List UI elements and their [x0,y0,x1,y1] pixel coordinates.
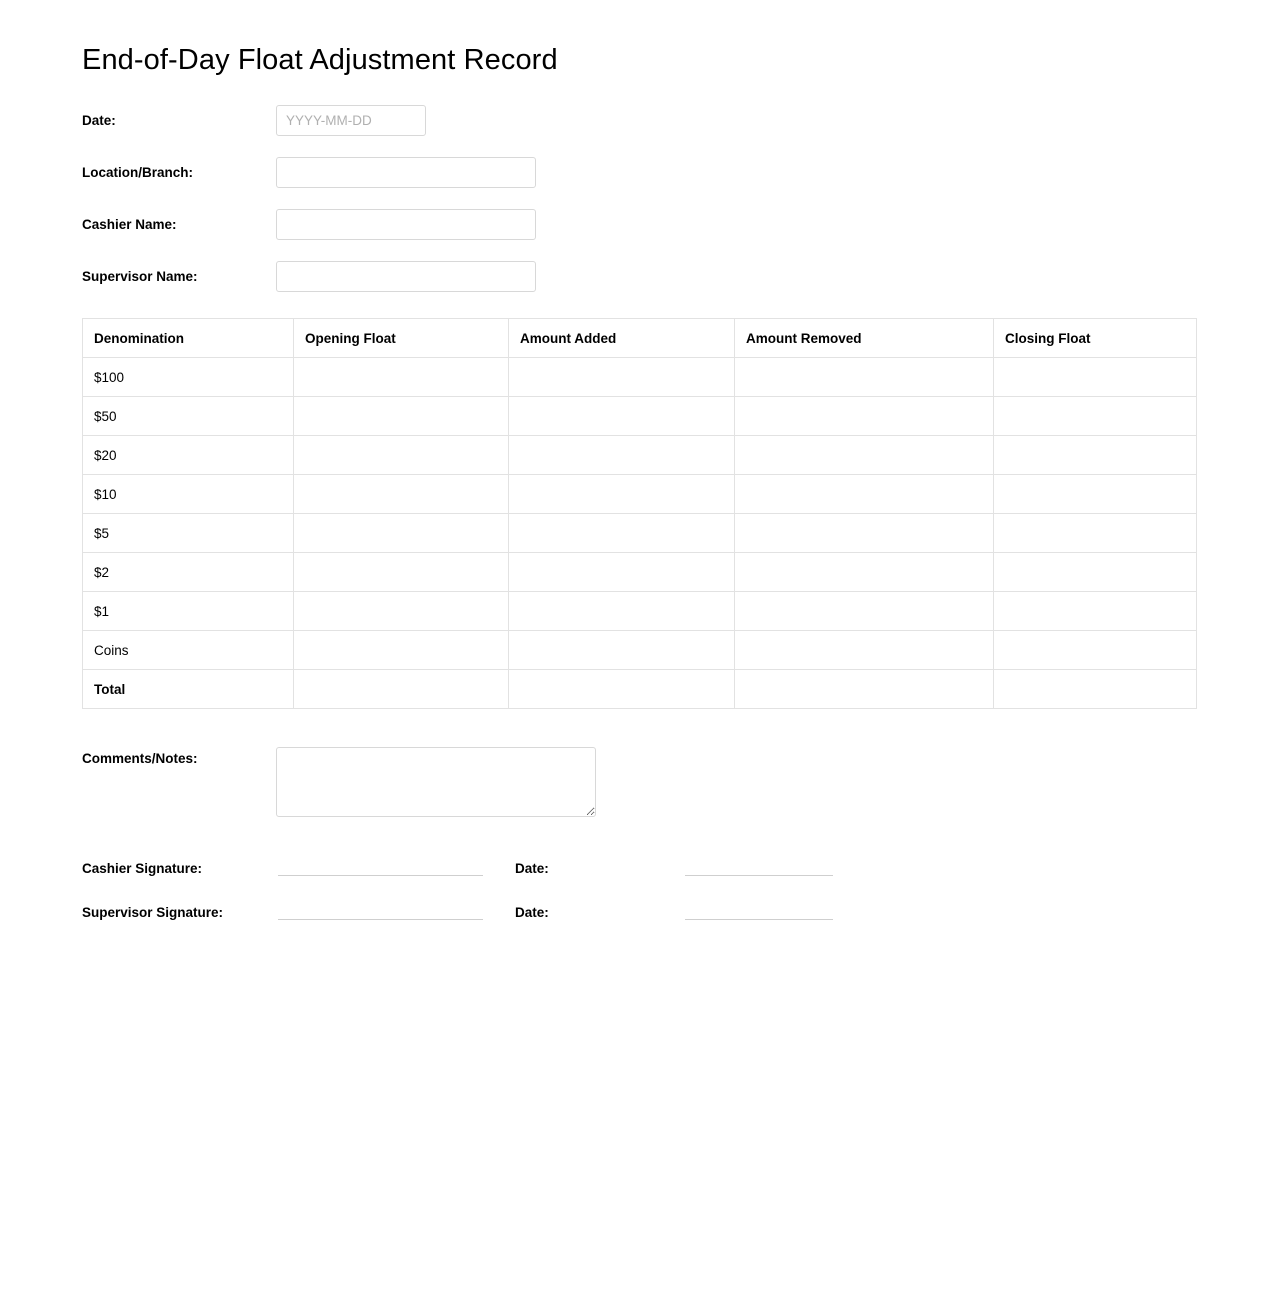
cell-amount-removed[interactable] [735,436,994,475]
field-row-cashier-name [82,209,1198,240]
cell-denomination: $2 [83,553,294,592]
date-label: Date: [82,113,116,128]
cell-denomination: $10 [83,475,294,514]
field-row-supervisor-name [82,261,1198,292]
cell-opening-float-total[interactable] [294,670,509,709]
table-row [83,475,1197,514]
cell-amount-removed[interactable] [735,397,994,436]
cell-amount-added[interactable] [509,514,735,553]
cell-denomination: $20 [83,436,294,475]
float-table [82,318,1197,709]
supervisor-signature-date-line[interactable] [685,903,833,920]
column-header-denomination: Denomination [83,319,294,358]
cell-amount-removed[interactable] [735,514,994,553]
cashier-signature-date-label: Date: [515,861,549,876]
cell-opening-float[interactable] [294,475,509,514]
cashier-name-input[interactable] [276,209,536,240]
supervisor-name-label: Supervisor Name: [82,269,198,284]
cashier-name-label: Cashier Name: [82,217,177,232]
cell-opening-float[interactable] [294,436,509,475]
cell-amount-removed[interactable] [735,592,994,631]
cell-closing-float[interactable] [994,514,1197,553]
table-row [83,631,1197,670]
column-header-amount-removed: Amount Removed [735,319,994,358]
cell-amount-removed[interactable] [735,553,994,592]
cell-denomination-total: Total [83,670,294,709]
cell-closing-float[interactable] [994,397,1197,436]
supervisor-name-input[interactable] [276,261,536,292]
cell-amount-removed[interactable] [735,358,994,397]
table-row-total [83,670,1197,709]
location-input[interactable] [276,157,536,188]
column-header-opening-float: Opening Float [294,319,509,358]
column-header-amount-added: Amount Added [509,319,735,358]
field-row-location [82,157,1198,188]
cell-amount-added[interactable] [509,553,735,592]
cell-amount-added[interactable] [509,358,735,397]
comments-textarea[interactable] [276,747,596,817]
cell-amount-added[interactable] [509,631,735,670]
supervisor-signature-label: Supervisor Signature: [82,905,224,920]
cell-opening-float[interactable] [294,397,509,436]
location-label: Location/Branch: [82,165,194,180]
cell-denomination: $100 [83,358,294,397]
cell-amount-removed[interactable] [735,631,994,670]
table-row [83,514,1197,553]
table-row [83,553,1197,592]
cell-closing-float[interactable] [994,436,1197,475]
signature-area [82,859,1198,920]
cashier-signature-label: Cashier Signature: [82,861,203,876]
cell-denomination: $1 [83,592,294,631]
cell-amount-removed-total[interactable] [735,670,994,709]
table-header-row [83,319,1197,358]
column-header-closing-float: Closing Float [994,319,1197,358]
cell-closing-float[interactable] [994,553,1197,592]
comments-block [82,747,1198,817]
cell-amount-added[interactable] [509,397,735,436]
table-row [83,358,1197,397]
cell-amount-added[interactable] [509,436,735,475]
cell-closing-float[interactable] [994,631,1197,670]
comments-label: Comments/Notes: [82,751,198,766]
table-row [83,397,1197,436]
cell-denomination: $5 [83,514,294,553]
cell-amount-removed[interactable] [735,475,994,514]
cell-amount-added-total[interactable] [509,670,735,709]
cell-opening-float[interactable] [294,592,509,631]
cell-closing-float[interactable] [994,475,1197,514]
page-title: End-of-Day Float Adjustment Record [82,44,558,76]
table-row [83,436,1197,475]
signature-row-supervisor [82,903,1198,920]
field-row-date [82,105,1198,136]
table-row [83,592,1197,631]
cell-opening-float[interactable] [294,553,509,592]
cell-opening-float[interactable] [294,358,509,397]
cell-closing-float-total[interactable] [994,670,1197,709]
supervisor-signature-date-label: Date: [515,905,549,920]
cell-denomination: $50 [83,397,294,436]
cell-closing-float[interactable] [994,592,1197,631]
cell-opening-float[interactable] [294,631,509,670]
date-input[interactable] [276,105,426,136]
cell-amount-added[interactable] [509,475,735,514]
cell-denomination: Coins [83,631,294,670]
cell-closing-float[interactable] [994,358,1197,397]
supervisor-signature-line[interactable] [278,903,483,920]
cashier-signature-date-line[interactable] [685,859,833,876]
cell-amount-added[interactable] [509,592,735,631]
cell-opening-float[interactable] [294,514,509,553]
cashier-signature-line[interactable] [278,859,483,876]
signature-row-cashier [82,859,1198,876]
